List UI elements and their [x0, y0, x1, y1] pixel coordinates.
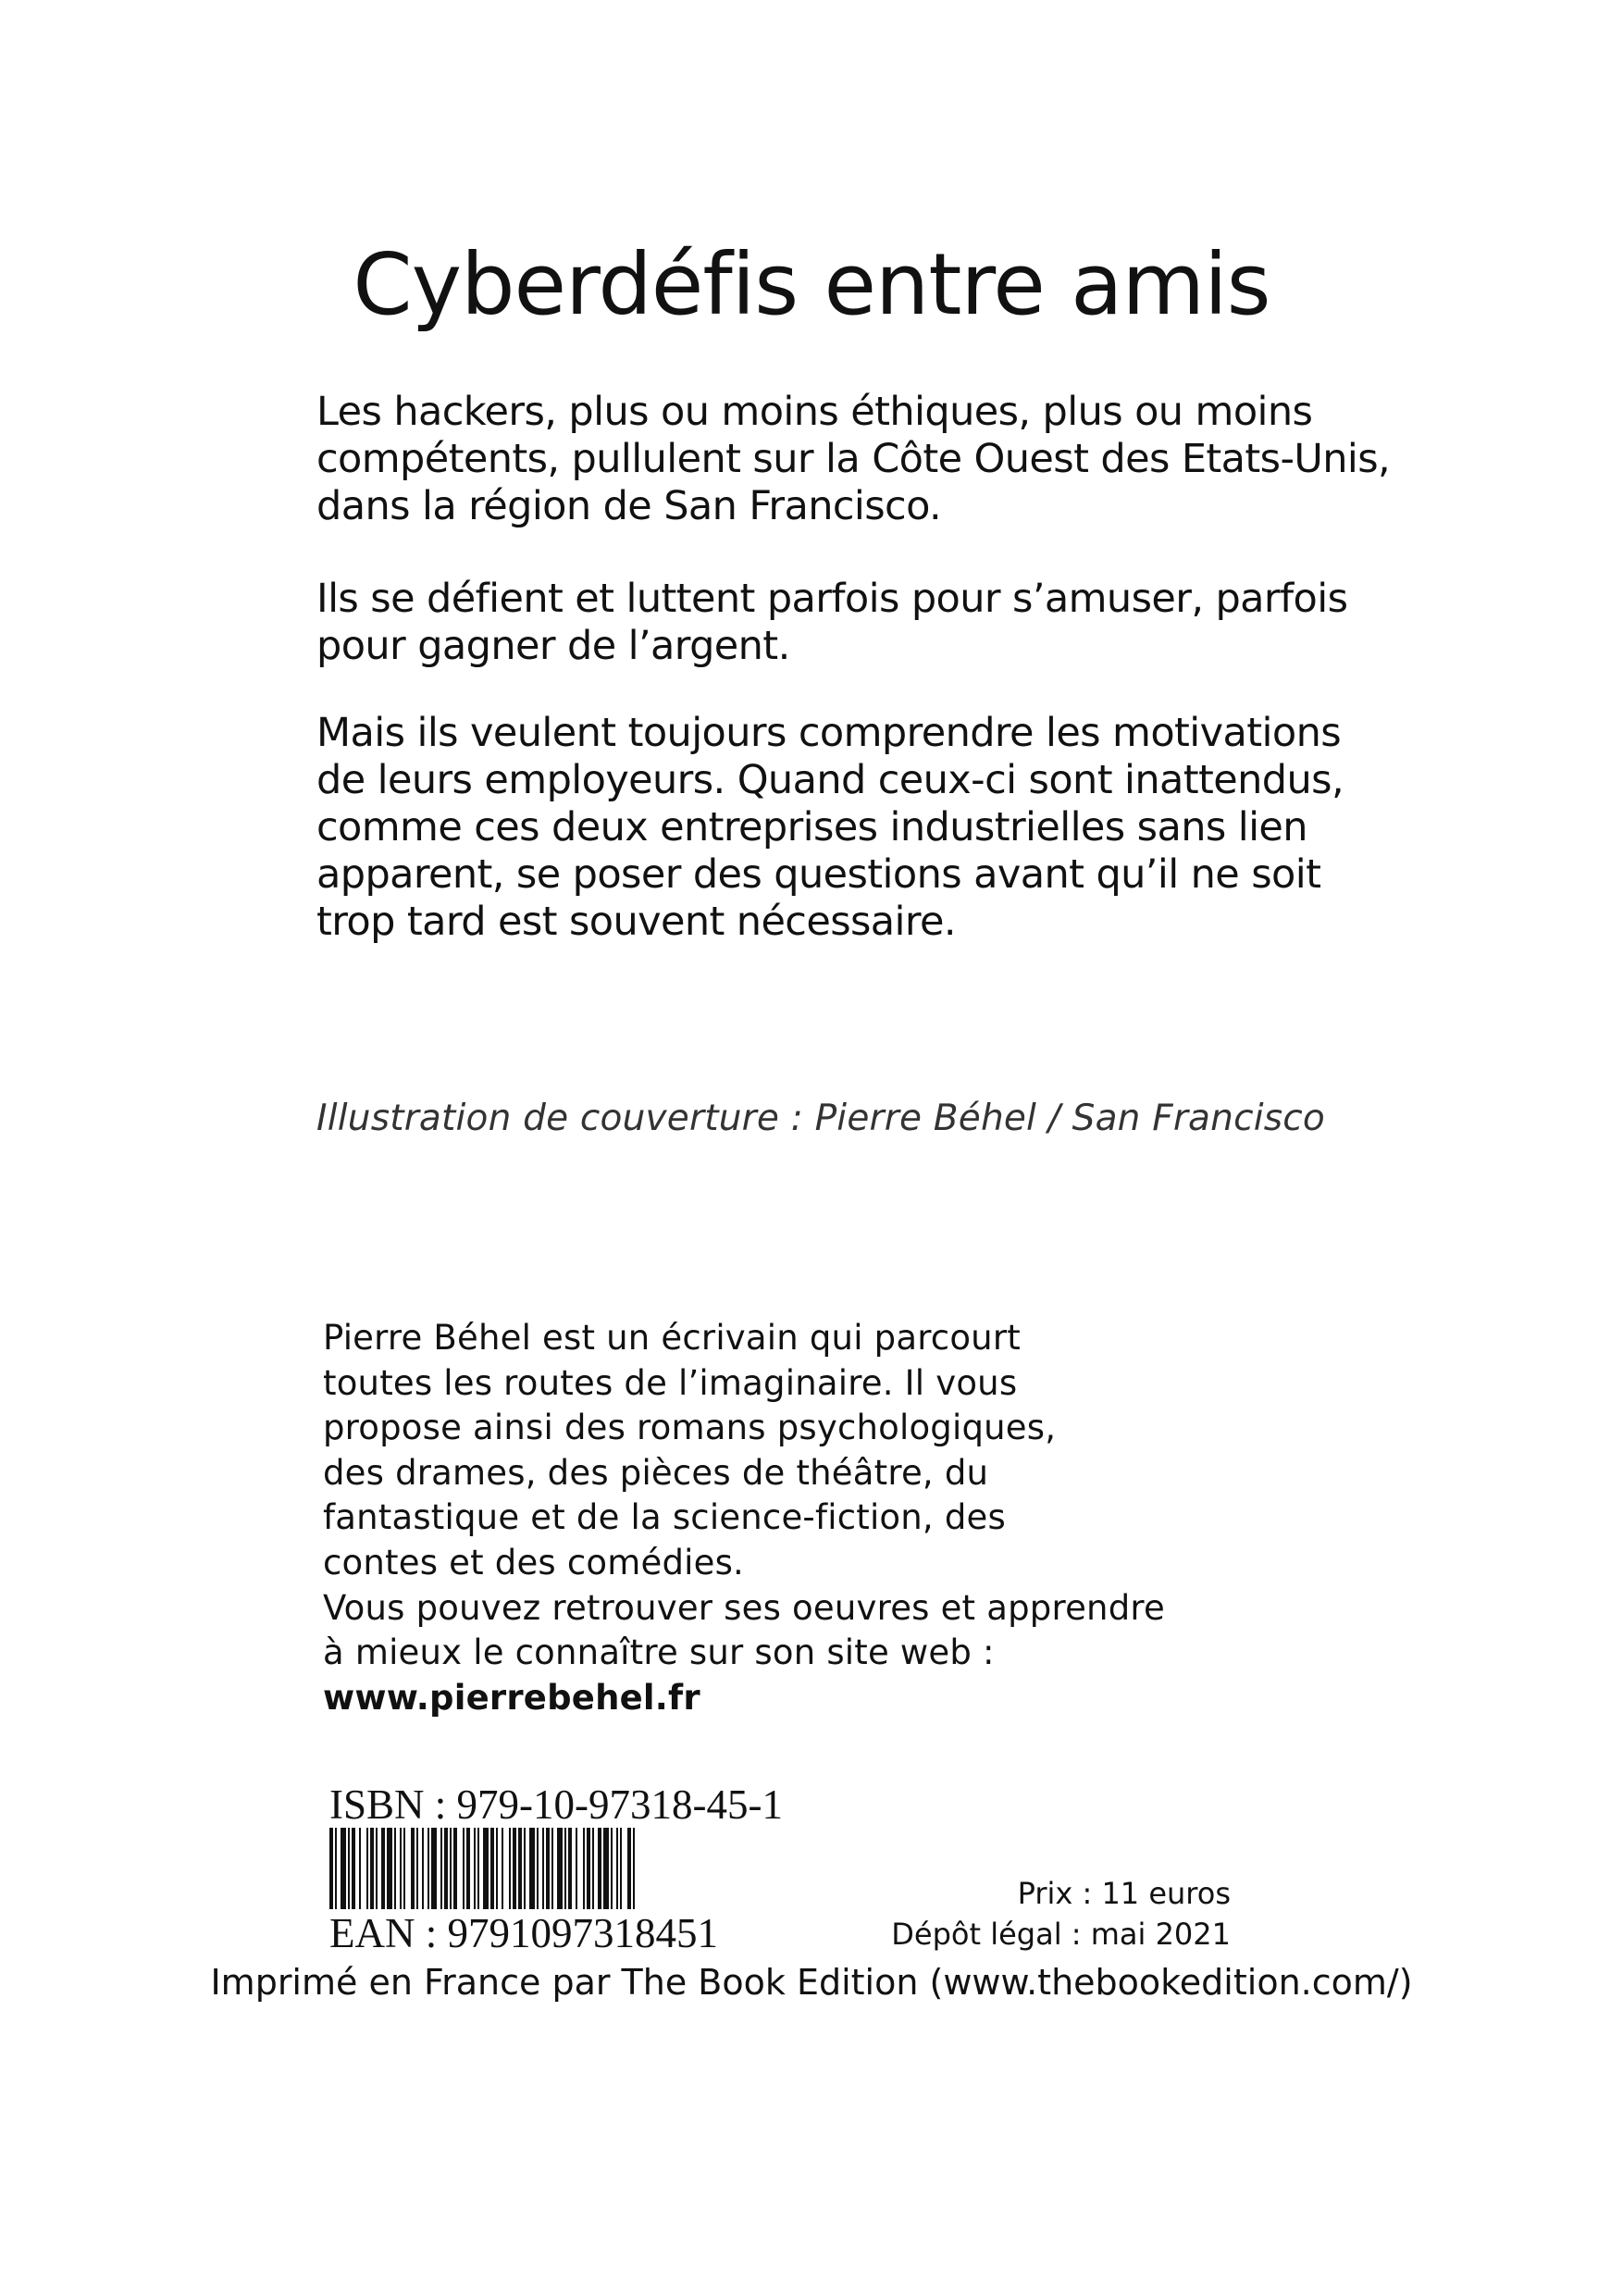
bio-line: Vous pouvez retrouver ses oeuvres et apprendre	[323, 1587, 1165, 1628]
blurb-line: trop tard est souvent nécessaire.	[316, 899, 956, 945]
bio-line: à mieux le connaître sur son site web :	[323, 1632, 995, 1673]
price-block	[891, 1873, 1231, 1955]
barcode-graphic	[329, 1828, 635, 1909]
bio-line: contes et des comédies.	[323, 1542, 745, 1582]
blurb-line: Les hackers, plus ou moins éthiques, plus ou moins	[316, 389, 1313, 435]
blurb-line: de leurs employeurs. Quand ceux-ci sont inattendus,	[316, 757, 1344, 803]
bio-line: Pierre Béhel est un écrivain qui parcourt	[323, 1318, 1021, 1358]
blurb-line: compétents, pullulent sur la Côte Ouest des Etats-Unis,	[316, 436, 1391, 482]
bio-line: toutes les routes de l’imaginaire. Il vous	[323, 1362, 1018, 1403]
ean-label: EAN : 9791097318451	[329, 1910, 718, 1956]
author-bio	[323, 1316, 1165, 1720]
blurb-line: Ils se défient et luttent parfois pour s’amuser, parfois	[316, 576, 1348, 622]
blurb-line: comme ces deux entreprises industrielles sans lien	[316, 804, 1307, 850]
bio-line: des drames, des pièces de théâtre, du	[323, 1452, 989, 1493]
blurb-line: dans la région de San Francisco.	[316, 483, 942, 529]
blurb-paragraph-2	[316, 576, 1427, 670]
blurb-line: Mais ils veulent toujours comprendre les motivations	[316, 710, 1342, 756]
isbn-label: ISBN : 979-10-97318-45-1	[329, 1781, 783, 1828]
blurb-line: pour gagner de l’argent.	[316, 623, 790, 669]
blurb-paragraph-1	[316, 389, 1427, 530]
book-title: Cyberdéfis entre amis	[353, 235, 1270, 334]
price-label: Prix : 11 euros	[1017, 1876, 1231, 1911]
legal-deposit-label: Dépôt légal : mai 2021	[891, 1917, 1231, 1952]
author-website: www.pierrebehel.fr	[323, 1677, 700, 1718]
bio-line: propose ainsi des romans psychologiques,	[323, 1408, 1057, 1448]
blurb-paragraph-3	[316, 710, 1427, 946]
bio-line: fantastique et de la science-fiction, des	[323, 1497, 1006, 1538]
printer-imprint: Imprimé en France par The Book Edition (www.thebookedition.com/)	[210, 1962, 1413, 2003]
cover-illustration-credit: Illustration de couverture : Pierre Béhel / San Francisco	[316, 1098, 1325, 1139]
blurb-line: apparent, se poser des questions avant qu’il ne soit	[316, 851, 1321, 898]
